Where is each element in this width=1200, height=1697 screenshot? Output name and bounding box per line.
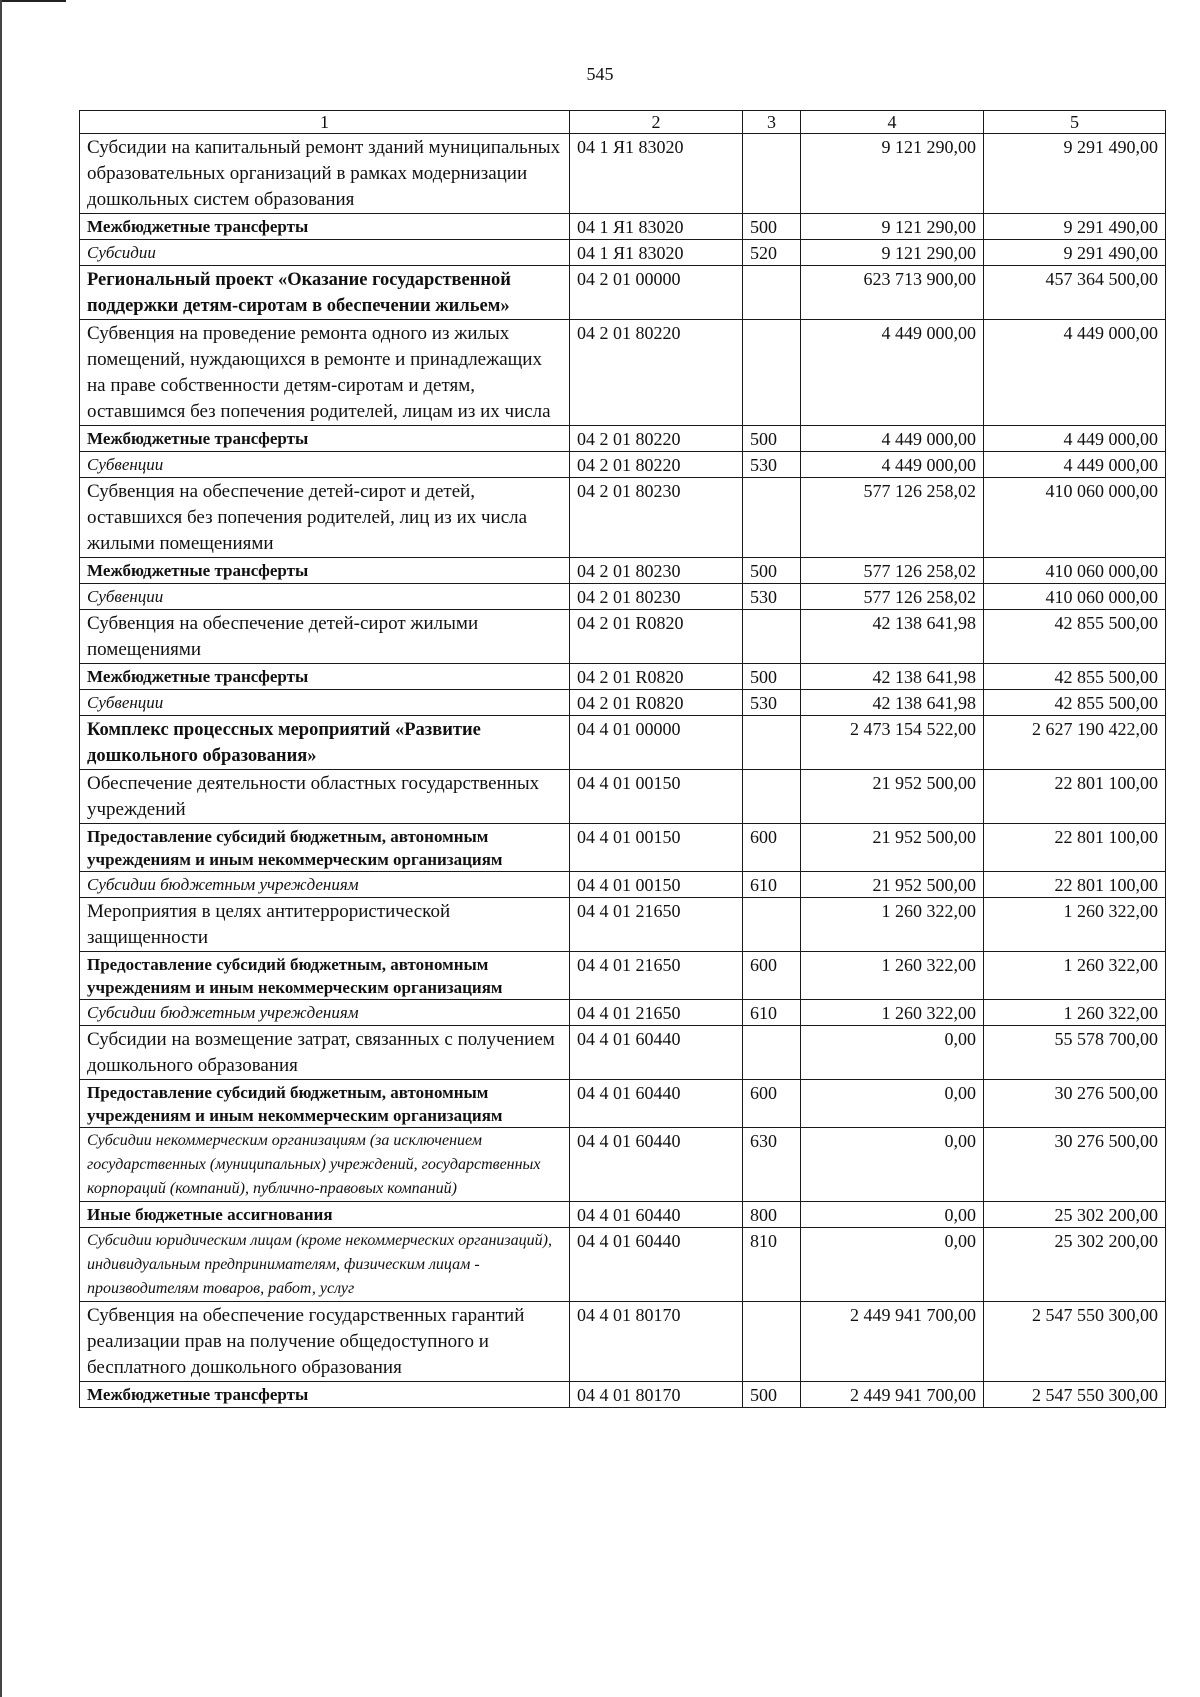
row-code: 04 1 Я1 83020 [570,134,743,214]
row-name: Межбюджетные трансферты [80,664,570,690]
table-row [80,1382,1166,1408]
row-name: Субвенция на обеспечение детей-сирот жилыми помещениями [80,610,570,664]
row-code: 04 4 01 60440 [570,1228,743,1302]
row-value-col4: 577 126 258,02 [801,558,984,584]
row-value-col4: 1 260 322,00 [801,898,984,952]
row-expense-type [743,266,801,320]
row-expense-type [743,610,801,664]
row-expense-type: 810 [743,1228,801,1302]
table-row [80,952,1166,1000]
header-cell: 1 [80,111,570,134]
row-value-col4: 623 713 900,00 [801,266,984,320]
row-expense-type: 800 [743,1202,801,1228]
row-expense-type: 500 [743,558,801,584]
row-value-col4: 2 449 941 700,00 [801,1382,984,1408]
row-value-col5: 410 060 000,00 [984,558,1166,584]
row-expense-type: 500 [743,214,801,240]
row-name: Межбюджетные трансферты [80,426,570,452]
scan-edge-top [0,0,66,2]
row-code: 04 1 Я1 83020 [570,240,743,266]
table-row [80,266,1166,320]
row-name: Предоставление субсидий бюджетным, автономным учреждениям и иным некоммерческим организациям [80,952,570,1000]
row-code: 04 2 01 00000 [570,266,743,320]
row-expense-type: 500 [743,1382,801,1408]
row-name: Субвенции [80,584,570,610]
row-value-col5: 22 801 100,00 [984,770,1166,824]
row-expense-type: 500 [743,426,801,452]
row-value-col5: 9 291 490,00 [984,214,1166,240]
row-expense-type: 530 [743,452,801,478]
row-value-col4: 9 121 290,00 [801,240,984,266]
table-row [80,478,1166,558]
row-value-col5: 22 801 100,00 [984,824,1166,872]
table-row [80,770,1166,824]
row-expense-type: 520 [743,240,801,266]
row-code: 04 4 01 00150 [570,824,743,872]
row-name: Региональный проект «Оказание государственной поддержки детям-сиротам в обеспечении жильем» [80,266,570,320]
row-name: Межбюджетные трансферты [80,558,570,584]
row-value-col5: 55 578 700,00 [984,1026,1166,1080]
row-value-col4: 21 952 500,00 [801,824,984,872]
row-value-col5: 30 276 500,00 [984,1128,1166,1202]
row-code: 04 2 01 80230 [570,584,743,610]
row-name: Субсидии некоммерческим организациям (за исключением государственных (муниципальных) учреждений, государственных корпораций (компаний), публично-правовых компаний) [80,1128,570,1202]
table-row [80,320,1166,426]
row-value-col4: 1 260 322,00 [801,952,984,1000]
table-body [80,134,1166,1408]
table-row [80,1302,1166,1382]
row-value-col5: 9 291 490,00 [984,240,1166,266]
row-code: 04 1 Я1 83020 [570,214,743,240]
row-name: Предоставление субсидий бюджетным, автономным учреждениям и иным некоммерческим организациям [80,1080,570,1128]
row-name: Субсидии [80,240,570,266]
row-value-col4: 577 126 258,02 [801,478,984,558]
table-row [80,1128,1166,1202]
row-code: 04 4 01 60440 [570,1080,743,1128]
row-expense-type: 530 [743,690,801,716]
table-row [80,824,1166,872]
row-expense-type [743,478,801,558]
page-number: 545 [586,64,614,84]
row-name: Комплекс процессных мероприятий «Развитие дошкольного образования» [80,716,570,770]
row-code: 04 2 01 R0820 [570,690,743,716]
row-expense-type: 530 [743,584,801,610]
row-name: Субсидии на капитальный ремонт зданий муниципальных образовательных организаций в рамках модернизации дошкольных систем образования [80,134,570,214]
row-expense-type [743,770,801,824]
table-row [80,214,1166,240]
row-value-col4: 42 138 641,98 [801,610,984,664]
table-row [80,690,1166,716]
row-code: 04 2 01 80220 [570,426,743,452]
row-value-col5: 2 627 190 422,00 [984,716,1166,770]
row-value-col5: 1 260 322,00 [984,1000,1166,1026]
row-code: 04 4 01 00150 [570,872,743,898]
row-value-col4: 0,00 [801,1202,984,1228]
row-value-col5: 4 449 000,00 [984,320,1166,426]
row-expense-type [743,716,801,770]
row-code: 04 2 01 80230 [570,558,743,584]
row-code: 04 4 01 21650 [570,898,743,952]
row-code: 04 4 01 00000 [570,716,743,770]
row-value-col4: 21 952 500,00 [801,770,984,824]
table-row [80,1202,1166,1228]
row-code: 04 4 01 60440 [570,1128,743,1202]
row-value-col5: 42 855 500,00 [984,610,1166,664]
row-value-col4: 2 473 154 522,00 [801,716,984,770]
row-name: Субсидии юридическим лицам (кроме некоммерческих организаций), индивидуальным предпринимателям, физическим лицам - производителям товаров, работ, услуг [80,1228,570,1302]
row-value-col4: 42 138 641,98 [801,690,984,716]
row-value-col4: 42 138 641,98 [801,664,984,690]
row-value-col4: 0,00 [801,1128,984,1202]
row-value-col5: 4 449 000,00 [984,426,1166,452]
table-row [80,610,1166,664]
row-expense-type: 600 [743,952,801,1000]
row-expense-type: 610 [743,1000,801,1026]
table-row [80,240,1166,266]
row-value-col5: 457 364 500,00 [984,266,1166,320]
table-row [80,584,1166,610]
row-name: Субвенции [80,452,570,478]
row-value-col5: 42 855 500,00 [984,690,1166,716]
table-row [80,426,1166,452]
row-code: 04 4 01 80170 [570,1302,743,1382]
row-value-col4: 577 126 258,02 [801,584,984,610]
row-name: Межбюджетные трансферты [80,214,570,240]
row-value-col4: 9 121 290,00 [801,214,984,240]
row-value-col4: 4 449 000,00 [801,426,984,452]
table-row [80,1080,1166,1128]
row-value-col4: 0,00 [801,1080,984,1128]
row-name: Субвенция на обеспечение государственных гарантий реализации прав на получение общедоступного и бесплатного дошкольного образования [80,1302,570,1382]
row-expense-type: 500 [743,664,801,690]
row-name: Субсидии бюджетным учреждениям [80,872,570,898]
row-name: Мероприятия в целях антитеррористической защищенности [80,898,570,952]
row-expense-type: 610 [743,872,801,898]
row-value-col5: 25 302 200,00 [984,1202,1166,1228]
row-name: Межбюджетные трансферты [80,1382,570,1408]
row-value-col5: 410 060 000,00 [984,584,1166,610]
row-value-col5: 410 060 000,00 [984,478,1166,558]
row-value-col5: 2 547 550 300,00 [984,1302,1166,1382]
row-code: 04 4 01 80170 [570,1382,743,1408]
row-code: 04 4 01 60440 [570,1202,743,1228]
row-name: Обеспечение деятельности областных государственных учреждений [80,770,570,824]
table-row [80,1000,1166,1026]
header-cell: 2 [570,111,743,134]
table-row [80,872,1166,898]
row-value-col5: 30 276 500,00 [984,1080,1166,1128]
row-value-col4: 4 449 000,00 [801,452,984,478]
row-value-col5: 9 291 490,00 [984,134,1166,214]
table-row [80,664,1166,690]
table-row [80,898,1166,952]
row-code: 04 2 01 80220 [570,320,743,426]
row-name: Субсидии бюджетным учреждениям [80,1000,570,1026]
row-name: Предоставление субсидий бюджетным, автономным учреждениям и иным некоммерческим организациям [80,824,570,872]
row-value-col4: 4 449 000,00 [801,320,984,426]
row-code: 04 4 01 60440 [570,1026,743,1080]
row-value-col4: 1 260 322,00 [801,1000,984,1026]
table-row [80,558,1166,584]
row-code: 04 4 01 00150 [570,770,743,824]
row-value-col4: 21 952 500,00 [801,872,984,898]
table-row [80,452,1166,478]
row-code: 04 2 01 80220 [570,452,743,478]
row-value-col4: 0,00 [801,1026,984,1080]
row-expense-type [743,898,801,952]
row-expense-type [743,320,801,426]
row-value-col5: 42 855 500,00 [984,664,1166,690]
row-value-col5: 22 801 100,00 [984,872,1166,898]
row-name: Субвенции [80,690,570,716]
header-row [80,111,1166,134]
row-code: 04 2 01 80230 [570,478,743,558]
row-expense-type: 630 [743,1128,801,1202]
table-row [80,134,1166,214]
table-row [80,1026,1166,1080]
budget-table [79,110,1166,1408]
scan-edge-left [0,0,2,1697]
header-cell: 3 [743,111,801,134]
row-expense-type [743,1026,801,1080]
row-name: Субвенция на обеспечение детей-сирот и детей, оставшихся без попечения родителей, лиц из их числа жилыми помещениями [80,478,570,558]
row-expense-type: 600 [743,1080,801,1128]
row-value-col5: 25 302 200,00 [984,1228,1166,1302]
header-cell: 4 [801,111,984,134]
row-name: Субвенция на проведение ремонта одного из жилых помещений, нуждающихся в ремонте и принадлежащих на праве собственности детям-сиротам и детям, оставшимся без попечения родителей, лицам из их числа [80,320,570,426]
row-expense-type [743,1302,801,1382]
row-value-col5: 4 449 000,00 [984,452,1166,478]
row-name: Иные бюджетные ассигнования [80,1202,570,1228]
row-code: 04 2 01 R0820 [570,664,743,690]
row-code: 04 4 01 21650 [570,1000,743,1026]
row-expense-type [743,134,801,214]
row-expense-type: 600 [743,824,801,872]
row-value-col5: 1 260 322,00 [984,952,1166,1000]
table-row [80,716,1166,770]
row-code: 04 2 01 R0820 [570,610,743,664]
row-value-col5: 1 260 322,00 [984,898,1166,952]
table-row [80,1228,1166,1302]
row-value-col4: 2 449 941 700,00 [801,1302,984,1382]
header-cell: 5 [984,111,1166,134]
row-code: 04 4 01 21650 [570,952,743,1000]
row-value-col4: 0,00 [801,1228,984,1302]
row-value-col5: 2 547 550 300,00 [984,1382,1166,1408]
row-name: Субсидии на возмещение затрат, связанных с получением дошкольного образования [80,1026,570,1080]
row-value-col4: 9 121 290,00 [801,134,984,214]
